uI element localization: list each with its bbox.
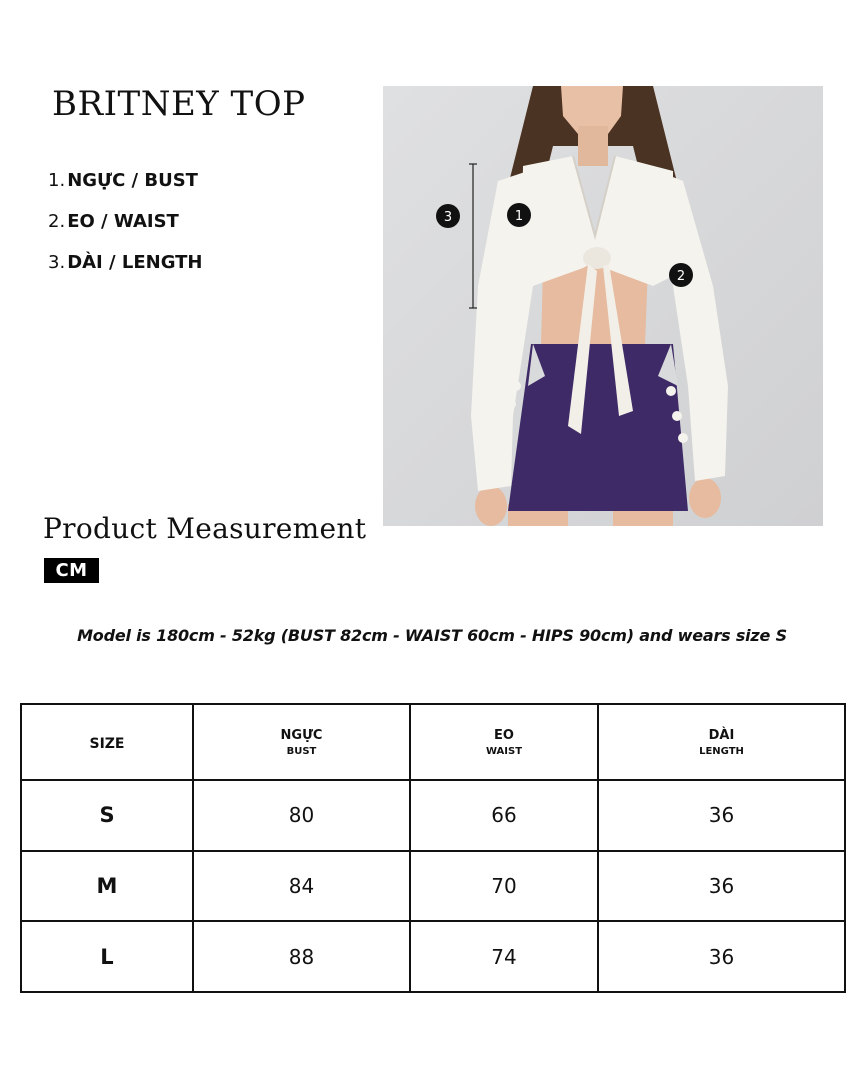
header-waist-sub: WAIST xyxy=(485,745,523,757)
cell-size: M xyxy=(21,851,193,922)
cell-size: S xyxy=(21,780,193,851)
cell-bust: 84 xyxy=(193,851,410,922)
point-label: EO / WAIST xyxy=(67,211,179,232)
point-number: 1. xyxy=(48,170,66,191)
table-row xyxy=(21,921,845,992)
marker-length-label: 3 xyxy=(443,210,453,225)
cell-length: 36 xyxy=(598,851,845,922)
model-note: Model is 180cm - 52kg (BUST 82cm - WAIST 60cm - HIPS 90cm) and wears size S xyxy=(77,626,787,645)
header-bust-main: NGỰC xyxy=(280,727,323,743)
header-size-label: SIZE xyxy=(89,735,125,752)
table-row xyxy=(21,851,845,922)
measurement-points-list xyxy=(48,160,203,283)
cell-length: 36 xyxy=(598,921,845,992)
marker-waist-label: 2 xyxy=(676,269,686,284)
product-title: BRITNEY TOP xyxy=(52,84,306,124)
measurement-point xyxy=(48,242,203,283)
measurement-point xyxy=(48,160,203,201)
cell-size: L xyxy=(21,921,193,992)
header-waist xyxy=(410,704,598,780)
point-label: NGỰC / BUST xyxy=(67,170,198,191)
cell-waist: 70 xyxy=(410,851,598,922)
header-bust-sub: BUST xyxy=(286,745,317,757)
cell-waist: 66 xyxy=(410,780,598,851)
unit-badge: CM xyxy=(44,558,99,583)
measurement-point xyxy=(48,201,203,242)
point-label: DÀI / LENGTH xyxy=(67,252,203,273)
table-row xyxy=(21,780,845,851)
model-illustration xyxy=(383,86,823,526)
header-size xyxy=(21,704,193,780)
marker-bust-label: 1 xyxy=(514,209,524,224)
header-waist-main: EO xyxy=(494,727,514,743)
header-length xyxy=(598,704,845,780)
cell-bust: 80 xyxy=(193,780,410,851)
table-header-row xyxy=(21,704,845,780)
point-number: 2. xyxy=(48,211,66,232)
point-number: 3. xyxy=(48,252,66,273)
header-bust xyxy=(193,704,410,780)
cell-bust: 88 xyxy=(193,921,410,992)
cell-length: 36 xyxy=(598,780,845,851)
header-length-main: DÀI xyxy=(708,727,735,743)
size-chart-table xyxy=(20,703,846,993)
header-length-sub: LENGTH xyxy=(699,745,744,757)
measurement-title: Product Measurement xyxy=(43,512,367,545)
cell-waist: 74 xyxy=(410,921,598,992)
product-photo xyxy=(383,86,823,526)
